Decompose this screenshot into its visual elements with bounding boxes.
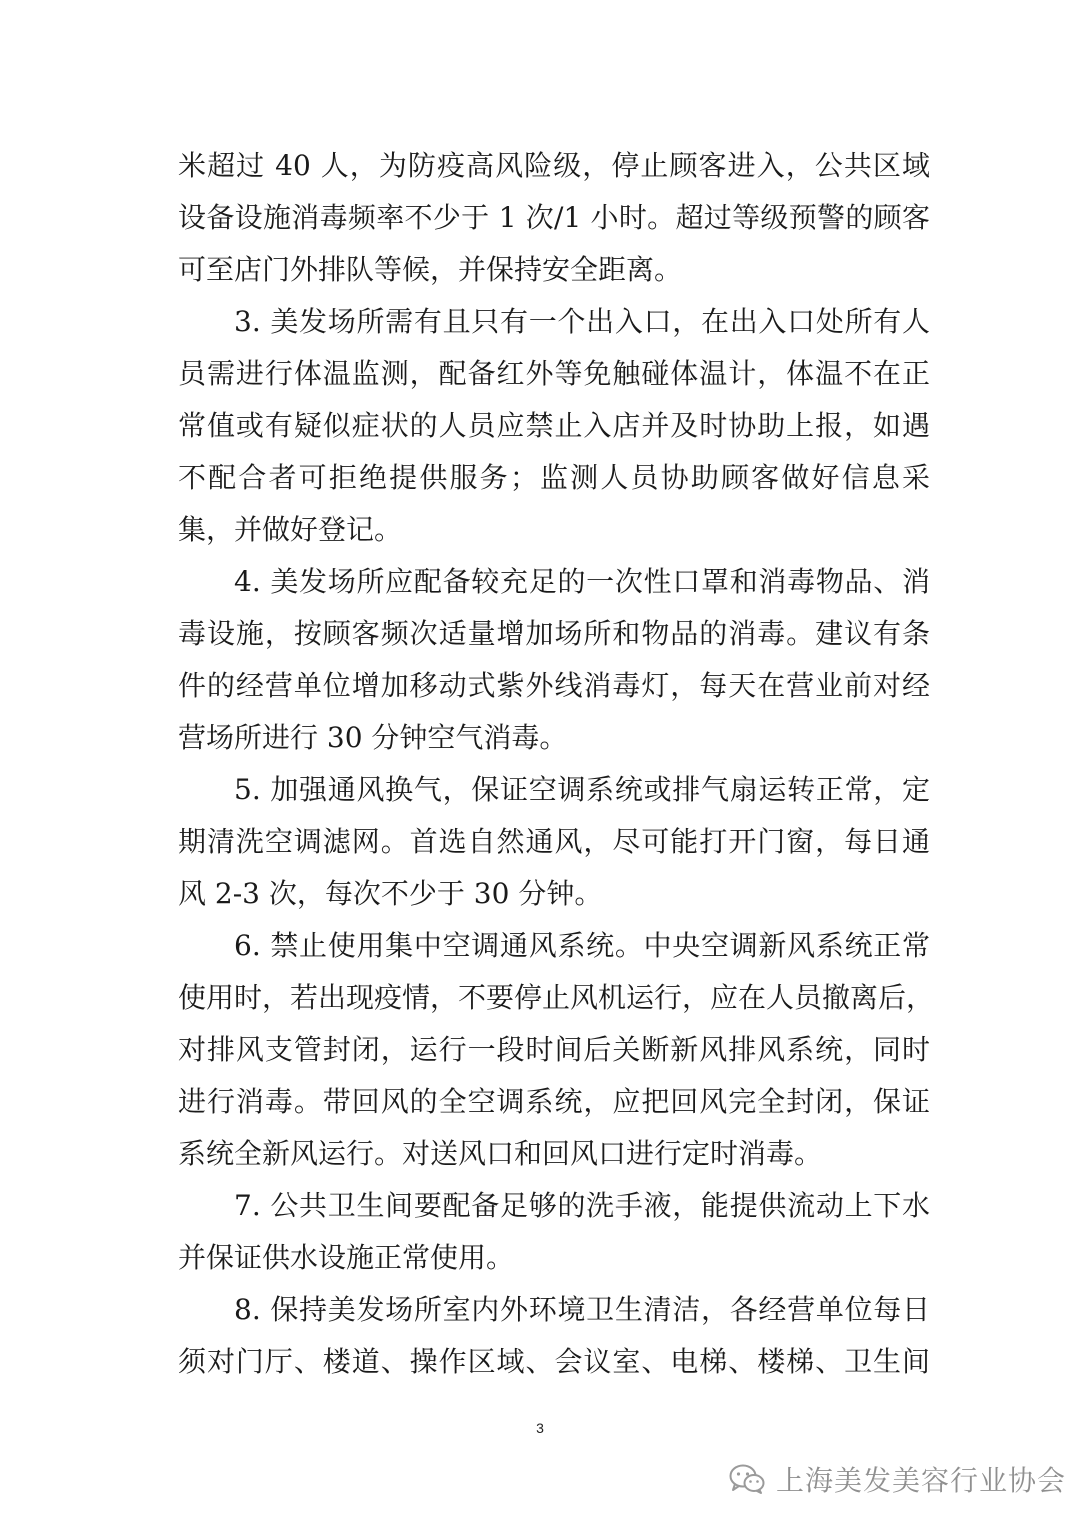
text-line: 5. 加强通风换气，保证空调系统或排气扇运转正常，定 (234, 773, 930, 806)
page-number: 3 (536, 1420, 544, 1436)
text-line: 并保证供水设施正常使用。 (178, 1241, 515, 1274)
text-line: 集，并做好登记。 (178, 513, 403, 546)
text-line: 期清洗空调滤网。首选自然通风，尽可能打开门窗，每日通 (178, 825, 930, 858)
text-line: 8. 保持美发场所室内外环境卫生清洁，各经营单位每日 (234, 1293, 930, 1326)
watermark-text: 上海美发美容行业协会 (776, 1464, 1067, 1497)
text-line: 对排风支管封闭，运行一段时间后关断新风排风系统，同时 (178, 1033, 930, 1066)
text-line: 风 2-3 次，每次不少于 30 分钟。 (178, 877, 603, 910)
text-line: 常值或有疑似症状的人员应禁止入店并及时协助上报，如遇 (178, 409, 930, 442)
text-line: 系统全新风运行。对送风口和回风口进行定时消毒。 (178, 1137, 823, 1170)
watermark (728, 1459, 1066, 1499)
text-line: 可至店门外排队等候，并保持安全距离。 (178, 253, 683, 286)
text-line: 6. 禁止使用集中空调通风系统。中央空调新风系统正常 (234, 929, 930, 962)
text-line: 员需进行体温监测，配备红外等免触碰体温计，体温不在正 (178, 357, 930, 390)
text-line: 3. 美发场所需有且只有一个出入口，在出入口处所有人 (234, 305, 930, 338)
text-line: 件的经营单位增加移动式紫外线消毒灯，每天在营业前对经 (178, 669, 930, 702)
text-line: 使用时，若出现疫情，不要停止风机运行，应在人员撤离后， (178, 981, 935, 1014)
text-line: 毒设施，按顾客频次适量增加场所和物品的消毒。建议有条 (178, 617, 930, 650)
text-line: 设备设施消毒频率不少于 1 次/1 小时。超过等级预警的顾客 (178, 201, 930, 234)
text-line: 营场所进行 30 分钟空气消毒。 (178, 721, 568, 754)
text-line: 须对门厅、楼道、操作区域、会议室、电梯、楼梯、卫生间 (178, 1345, 930, 1378)
wechat-icon (728, 1463, 766, 1495)
document-body (178, 140, 935, 1388)
text-line: 7. 公共卫生间要配备足够的洗手液，能提供流动上下水 (234, 1189, 930, 1222)
text-line: 4. 美发场所应配备较充足的一次性口罩和消毒物品、消 (234, 565, 930, 598)
text-line: 进行消毒。带回风的全空调系统，应把回风完全封闭，保证 (178, 1085, 930, 1118)
text-line: 米超过 40 人，为防疫高风险级，停止顾客进入，公共区域 (178, 149, 930, 182)
text-line: 不配合者可拒绝提供服务；监测人员协助顾客做好信息采 (178, 461, 930, 494)
